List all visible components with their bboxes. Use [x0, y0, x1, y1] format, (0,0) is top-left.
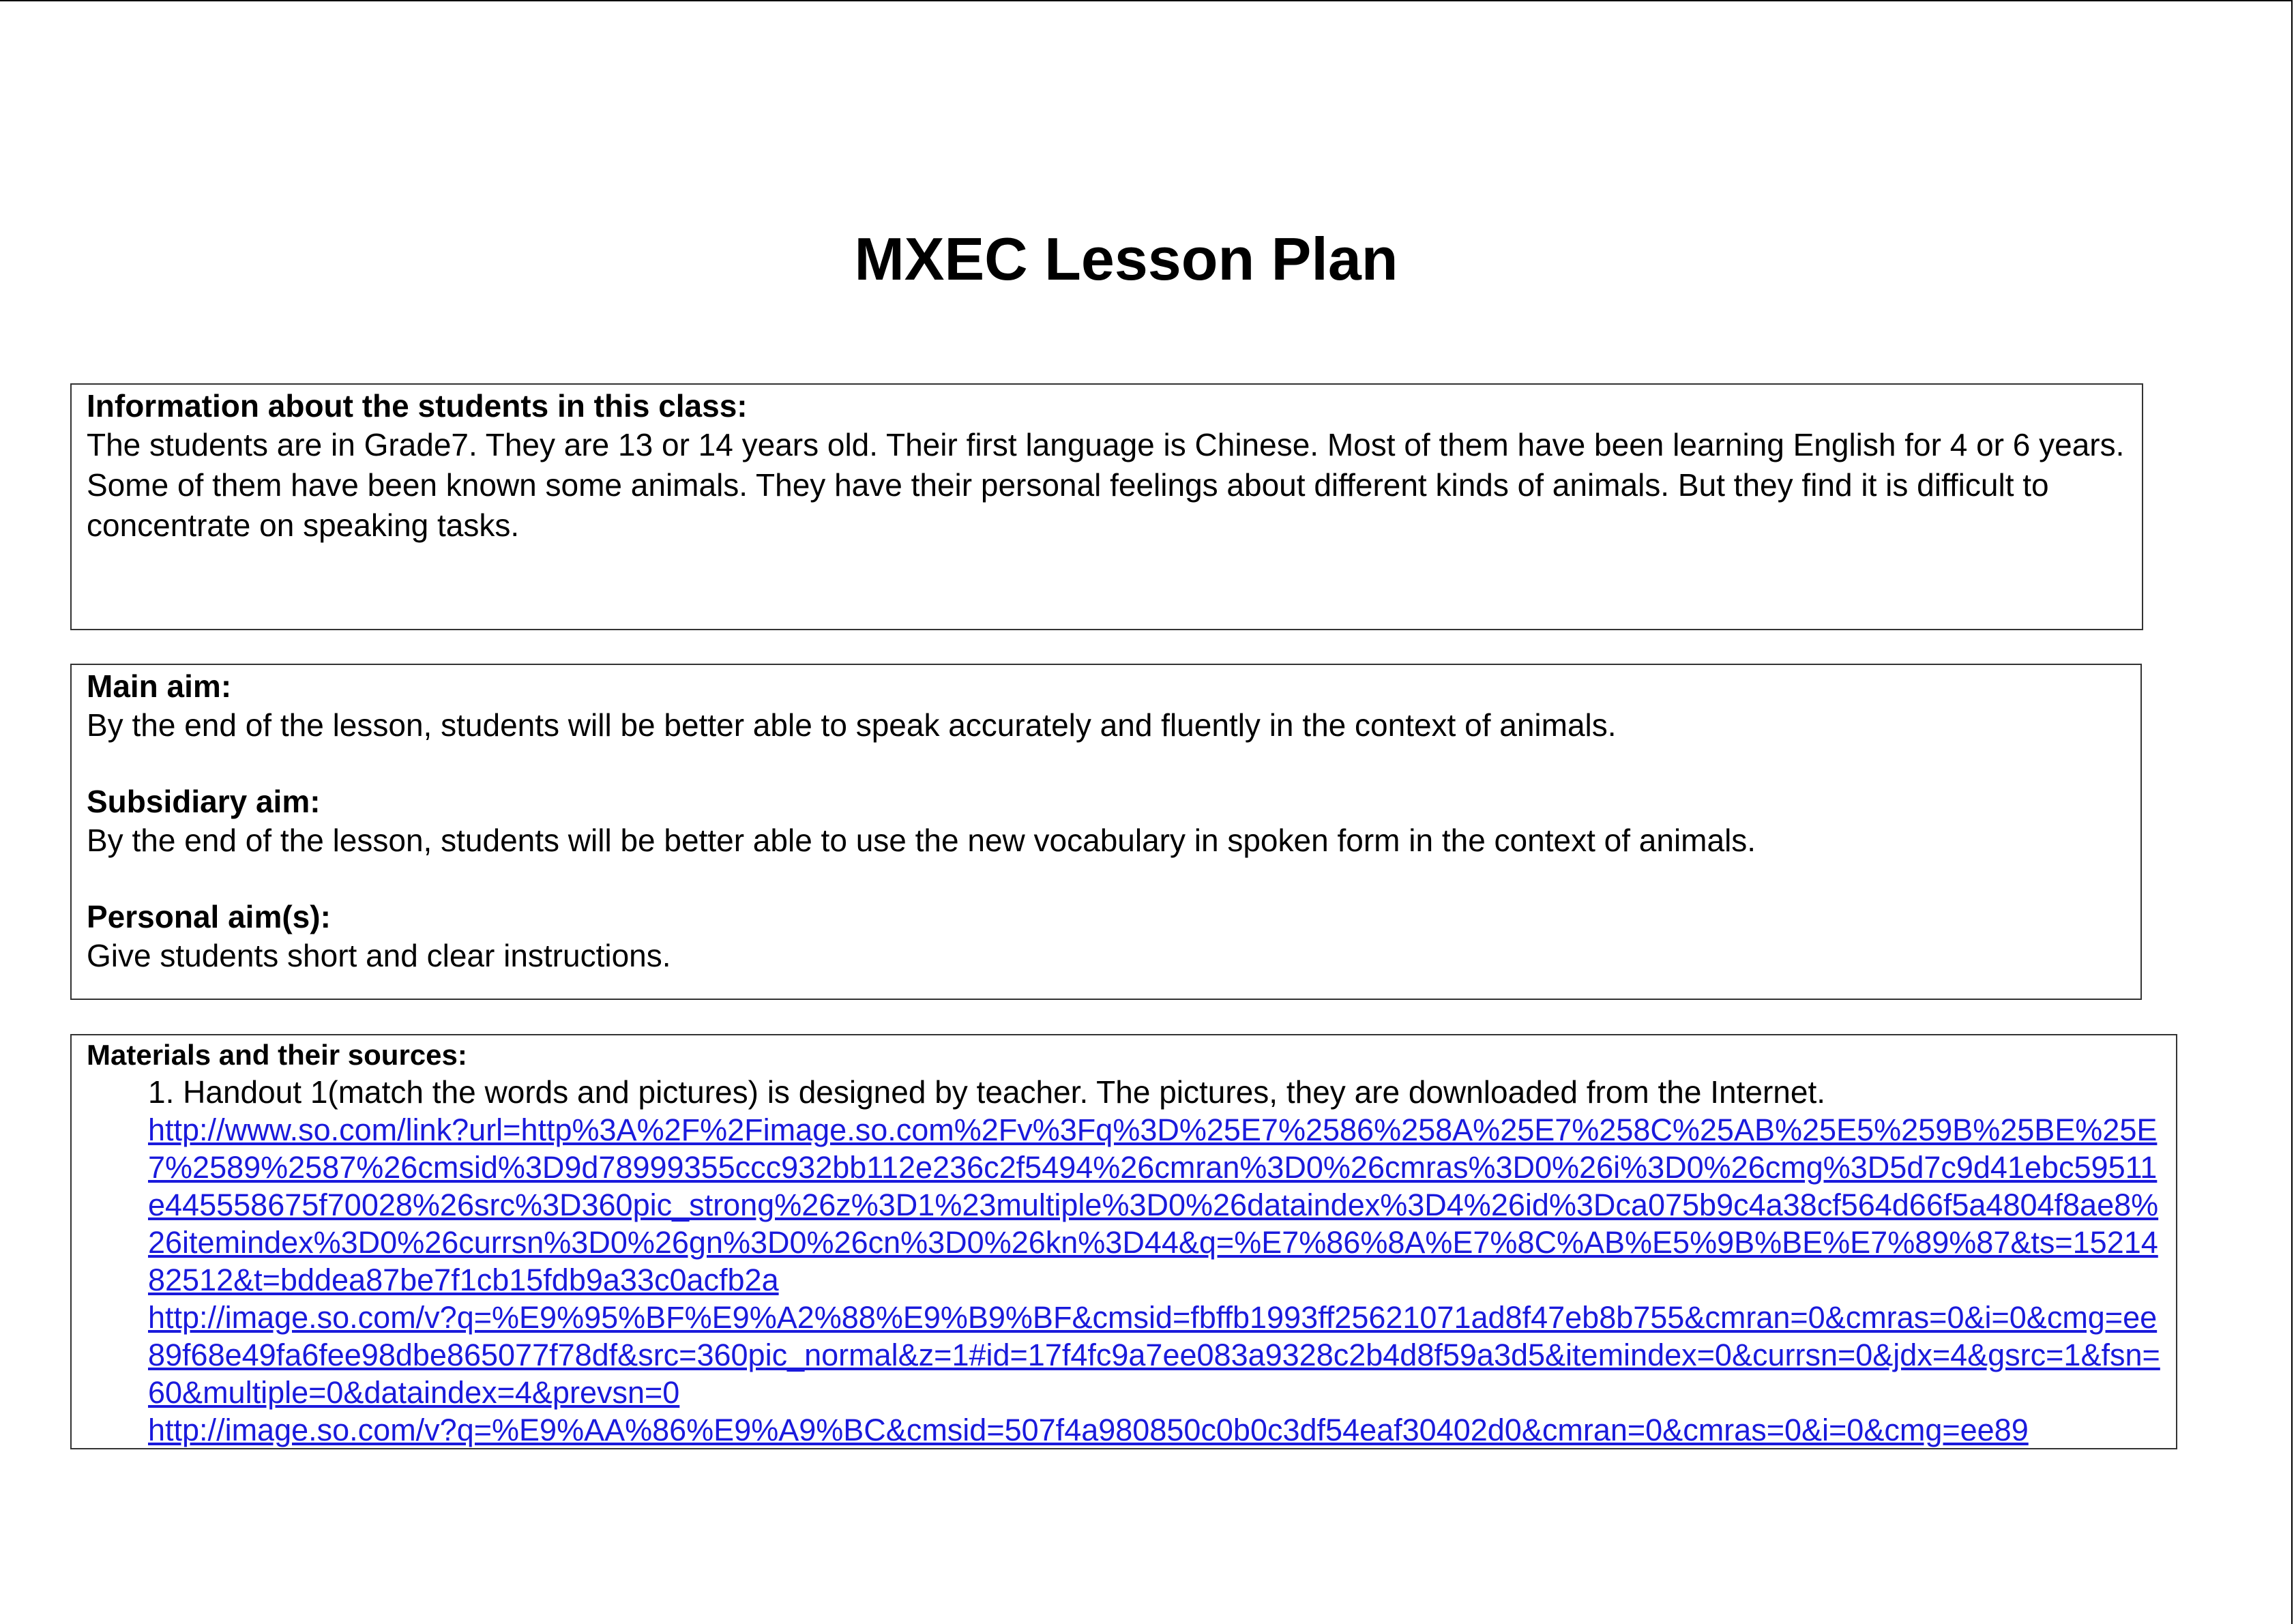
main-aim-label: Main aim: [87, 668, 232, 704]
source-link[interactable]: http://www.so.com/link?url=http%3A%2F%2Fimage.so.com%2Fv%3Fq%3D%25E7%2586%258A%25E7%258C%25AB%25E5%259B%25BE%25E7%2589%2587%26cmsid%3D9d78999355ccc932bb112e236c2f5494%26cmran%3D0%26cmras%3D0%26i%3D0%26cmg%3D5d7c9d41ebc59511e445558675f70028%26src%3D360pic_strong%26z%3D1%23multiple%3D0%26dataindex%3D4%26id%3Dca075b9c4a38cf564d66f5a4804f8ae8%26itemindex%3D0%26currsn%3D0%26gn%3D0%26cn%3D0%26kn%3D44&q=%E7%86%8A%E7%8C%AB%E5%9B%BE%E7%89%87&ts=1521482512&t=bddea87be7f1cb15fdb9a33c0acfb2a [148, 1112, 2159, 1297]
aims-section [70, 664, 2142, 1000]
materials-section [70, 1034, 2177, 1449]
personal-aim-text: Give students short and clear instructions. [87, 938, 671, 973]
subsidiary-aim-text: By the end of the lesson, students will be better able to use the new vocabulary in spoken form in the context of animals. [87, 823, 1756, 858]
materials-body [87, 1074, 2161, 1449]
spacer [87, 861, 2125, 898]
source-link[interactable]: http://image.so.com/v?q=%E9%95%BF%E9%A2%88%E9%B9%BF&cmsid=fbffb1993ff25621071ad8f47eb8b755&cmran=0&cmras=0&i=0&cmg=ee89f68e49fa6fee98dbe865077f78df&src=360pic_normal&z=1#id=17f4fc9a7ee083a9328c2b4d8f59a3d5&itemindex=0&currsn=0&jdx=4&gsrc=1&fsn=60&multiple=0&dataindex=4&prevsn=0 [148, 1300, 2160, 1410]
subsidiary-aim-label: Subsidiary aim: [87, 784, 321, 819]
students-info-text: The students are in Grade7. They are 13 or 14 years old. Their first language is Chinese. Most of them have been learning English for 4 or 6 years. Some of them have been known some animals. They have their personal feelings about different kinds of animals. But they find it is difficult to concentrate on speaking tasks. [87, 427, 2125, 543]
page-title: MXEC Lesson Plan [854, 225, 1398, 293]
spacer [87, 745, 2125, 783]
source-link[interactable]: http://image.so.com/v?q=%E9%AA%86%E9%A9%BC&cmsid=507f4a980850c0b0c3df54eaf30402d0&cmran=0&cmras=0&i=0&cmg=ee89 [148, 1413, 2029, 1447]
materials-label: Materials and their sources: [87, 1039, 467, 1071]
handout-text: 1. Handout 1(match the words and pictures) is designed by teacher. The pictures, they are downloaded from the Internet. [148, 1074, 1826, 1110]
students-info-section [70, 383, 2143, 630]
main-aim-text: By the end of the lesson, students will be better able to speak accurately and fluently in the context of animals. [87, 707, 1617, 743]
personal-aim-label: Personal aim(s): [87, 899, 331, 934]
students-info-label: Information about the students in this class: [87, 388, 748, 424]
